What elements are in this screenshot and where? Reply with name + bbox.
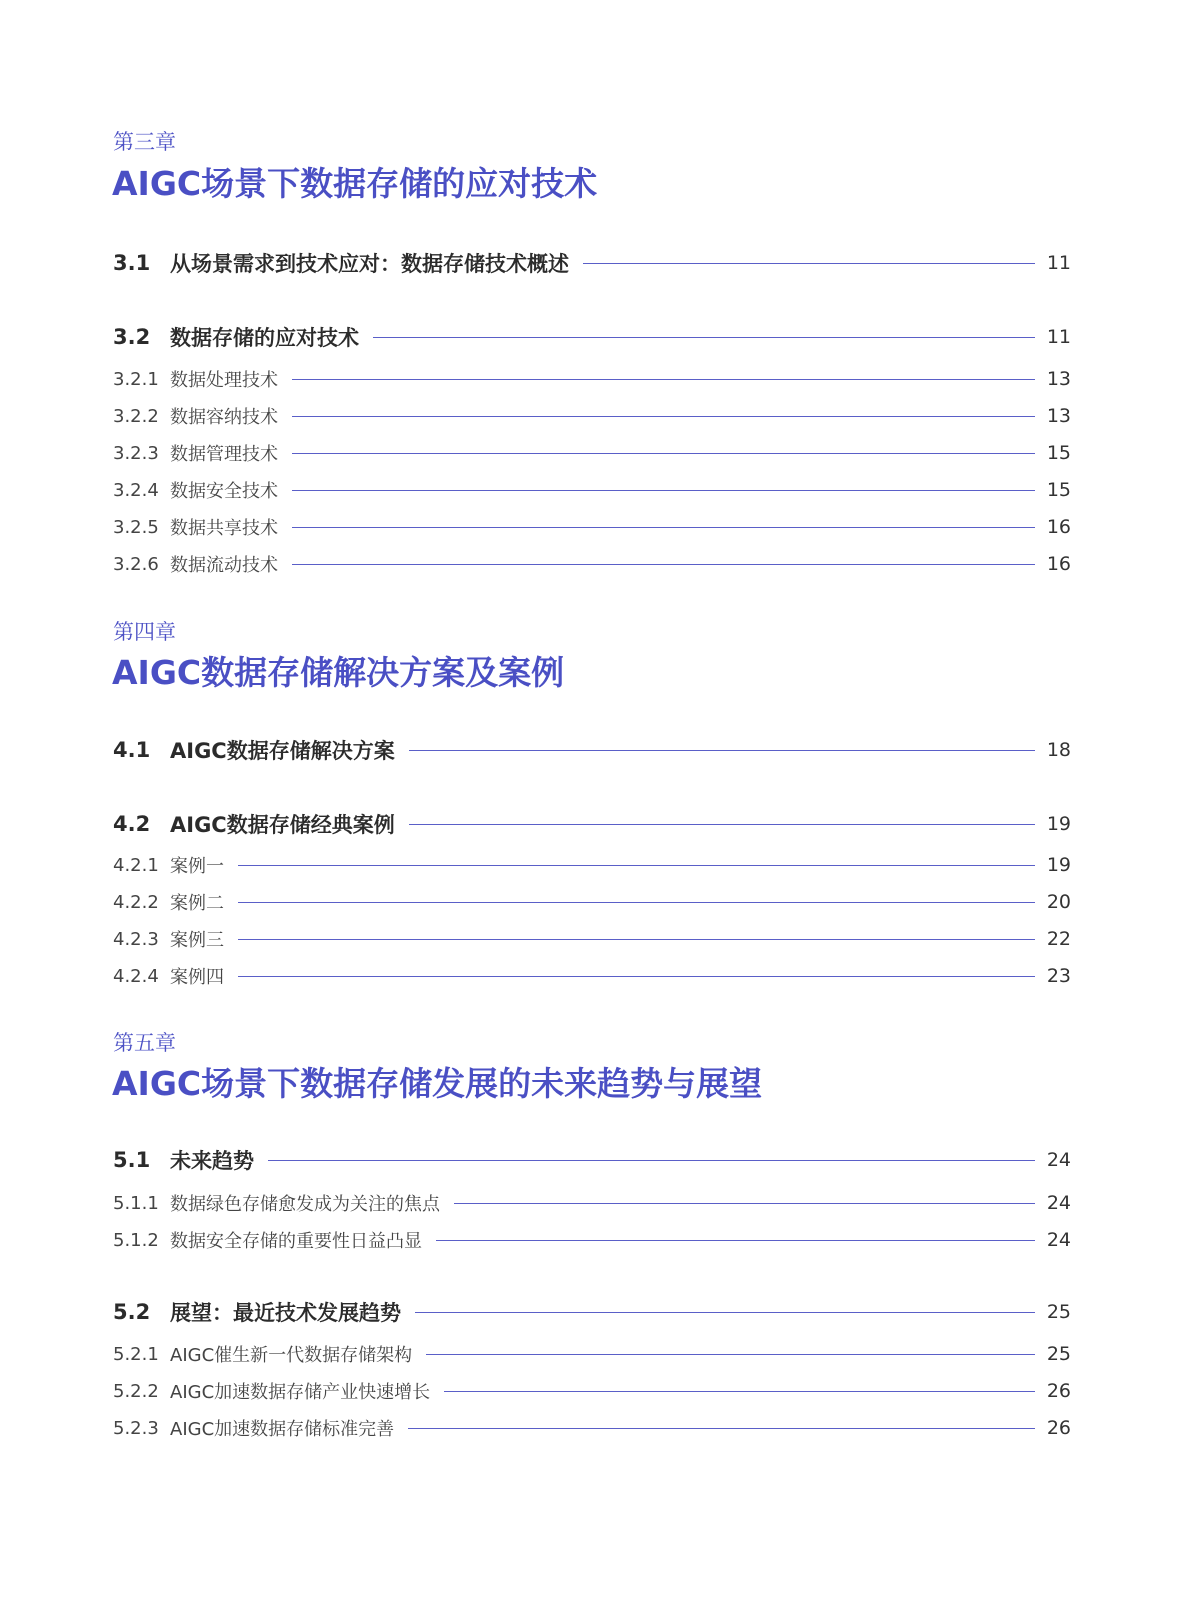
entry-number: 3.2.6 — [113, 553, 159, 575]
entry-number: 3.2.1 — [113, 368, 159, 390]
leader-line — [409, 824, 1035, 825]
leader-line — [292, 379, 1035, 380]
leader-line — [238, 865, 1035, 866]
entry-title: 案例一 — [170, 856, 224, 877]
toc-entry[interactable] — [113, 736, 1071, 764]
toc-entry[interactable] — [113, 323, 1071, 351]
entry-page: 26 — [1046, 1380, 1071, 1402]
entry-page: 19 — [1046, 854, 1071, 876]
entry-number: 3.2 — [113, 325, 151, 349]
entry-page: 15 — [1046, 479, 1071, 501]
toc-entry[interactable] — [113, 810, 1071, 838]
leader-line — [238, 902, 1035, 903]
leader-line — [268, 1160, 1035, 1161]
entry-title: 数据容纳技术 — [170, 407, 278, 428]
entry-title: AIGC加速数据存储标准完善 — [170, 1419, 395, 1440]
toc-entry[interactable] — [113, 1226, 1071, 1254]
entry-page: 19 — [1046, 813, 1071, 835]
chapter-title: AIGC场景下数据存储的应对技术 — [112, 164, 598, 203]
entry-title: 案例三 — [170, 930, 224, 951]
toc-entry[interactable] — [113, 513, 1071, 541]
entry-page: 13 — [1046, 368, 1071, 390]
entry-title: 数据存储的应对技术 — [170, 326, 359, 350]
leader-line — [454, 1203, 1035, 1204]
entry-title: 案例二 — [170, 893, 224, 914]
entry-page: 26 — [1046, 1417, 1071, 1439]
entry-title: 数据安全技术 — [170, 481, 278, 502]
chapter-title: AIGC场景下数据存储发展的未来趋势与展望 — [112, 1064, 763, 1103]
entry-number: 3.2.3 — [113, 442, 159, 464]
entry-page: 15 — [1046, 442, 1071, 464]
entry-number: 5.2.3 — [113, 1417, 159, 1439]
entry-number: 5.2.2 — [113, 1380, 159, 1402]
entry-title: 数据共享技术 — [170, 518, 278, 539]
chapter-label: 第三章 — [113, 130, 176, 154]
leader-line — [583, 263, 1035, 264]
leader-line — [292, 490, 1035, 491]
leader-line — [238, 976, 1035, 977]
entry-number: 4.1 — [113, 738, 151, 762]
leader-line — [238, 939, 1035, 940]
entry-number: 3.2.2 — [113, 405, 159, 427]
entry-page: 23 — [1046, 965, 1071, 987]
entry-number: 4.2.3 — [113, 928, 159, 950]
entry-title: 未来趋势 — [170, 1149, 254, 1173]
toc-entry[interactable] — [113, 925, 1071, 953]
toc-entry[interactable] — [113, 888, 1071, 916]
entry-title: AIGC数据存储经典案例 — [170, 813, 395, 837]
entry-number: 5.2 — [113, 1300, 151, 1324]
toc-entry[interactable] — [113, 439, 1071, 467]
leader-line — [444, 1391, 1035, 1392]
leader-line — [292, 564, 1035, 565]
entry-page: 24 — [1046, 1192, 1071, 1214]
toc-entry[interactable] — [113, 476, 1071, 504]
toc-entry[interactable] — [113, 1377, 1071, 1405]
entry-number: 5.1.1 — [113, 1192, 159, 1214]
entry-title: AIGC催生新一代数据存储架构 — [170, 1345, 413, 1366]
entry-page: 25 — [1046, 1343, 1071, 1365]
entry-number: 4.2.4 — [113, 965, 159, 987]
entry-title: 从场景需求到技术应对：数据存储技术概述 — [170, 252, 569, 276]
entry-page: 25 — [1046, 1301, 1071, 1323]
entry-number: 5.1 — [113, 1148, 151, 1172]
entry-title: AIGC数据存储解决方案 — [170, 739, 395, 763]
leader-line — [436, 1240, 1035, 1241]
leader-line — [292, 453, 1035, 454]
chapter-label: 第五章 — [113, 1031, 176, 1055]
entry-title: AIGC加速数据存储产业快速增长 — [170, 1382, 431, 1403]
entry-number: 4.2 — [113, 812, 151, 836]
toc-entry[interactable] — [113, 1298, 1071, 1326]
toc-entry[interactable] — [113, 1146, 1071, 1174]
leader-line — [415, 1312, 1035, 1313]
entry-number: 4.2.2 — [113, 891, 159, 913]
entry-number: 3.1 — [113, 251, 151, 275]
leader-line — [292, 416, 1035, 417]
leader-line — [409, 750, 1035, 751]
entry-number: 5.2.1 — [113, 1343, 159, 1365]
toc-entry[interactable] — [113, 1340, 1071, 1368]
leader-line — [373, 337, 1035, 338]
entry-title: 数据流动技术 — [170, 555, 278, 576]
entry-page: 16 — [1046, 516, 1071, 538]
entry-number: 5.1.2 — [113, 1229, 159, 1251]
toc-entry[interactable] — [113, 1414, 1071, 1442]
leader-line — [426, 1354, 1035, 1355]
entry-number: 3.2.4 — [113, 479, 159, 501]
entry-page: 16 — [1046, 553, 1071, 575]
entry-page: 20 — [1046, 891, 1071, 913]
entry-page: 11 — [1046, 326, 1071, 348]
entry-page: 24 — [1046, 1229, 1071, 1251]
entry-title: 数据安全存储的重要性日益凸显 — [170, 1231, 422, 1252]
entry-page: 24 — [1046, 1149, 1071, 1171]
toc-entry[interactable] — [113, 365, 1071, 393]
chapter-title: AIGC数据存储解决方案及案例 — [112, 653, 565, 692]
entry-page: 13 — [1046, 405, 1071, 427]
entry-title: 数据绿色存储愈发成为关注的焦点 — [170, 1194, 440, 1215]
toc-entry[interactable] — [113, 402, 1071, 430]
toc-entry[interactable] — [113, 851, 1071, 879]
toc-entry[interactable] — [113, 550, 1071, 578]
entry-title: 数据处理技术 — [170, 370, 278, 391]
entry-title: 案例四 — [170, 967, 224, 988]
leader-line — [292, 527, 1035, 528]
toc-entry[interactable] — [113, 249, 1071, 277]
chapter-label: 第四章 — [113, 620, 176, 644]
toc-entry[interactable] — [113, 1189, 1071, 1217]
entry-number: 4.2.1 — [113, 854, 159, 876]
entry-page: 11 — [1046, 252, 1071, 274]
entry-page: 18 — [1046, 739, 1071, 761]
entry-page: 22 — [1046, 928, 1071, 950]
toc-entry[interactable] — [113, 962, 1071, 990]
entry-title: 数据管理技术 — [170, 444, 278, 465]
entry-title: 展望：最近技术发展趋势 — [170, 1301, 401, 1325]
leader-line — [408, 1428, 1035, 1429]
entry-number: 3.2.5 — [113, 516, 159, 538]
